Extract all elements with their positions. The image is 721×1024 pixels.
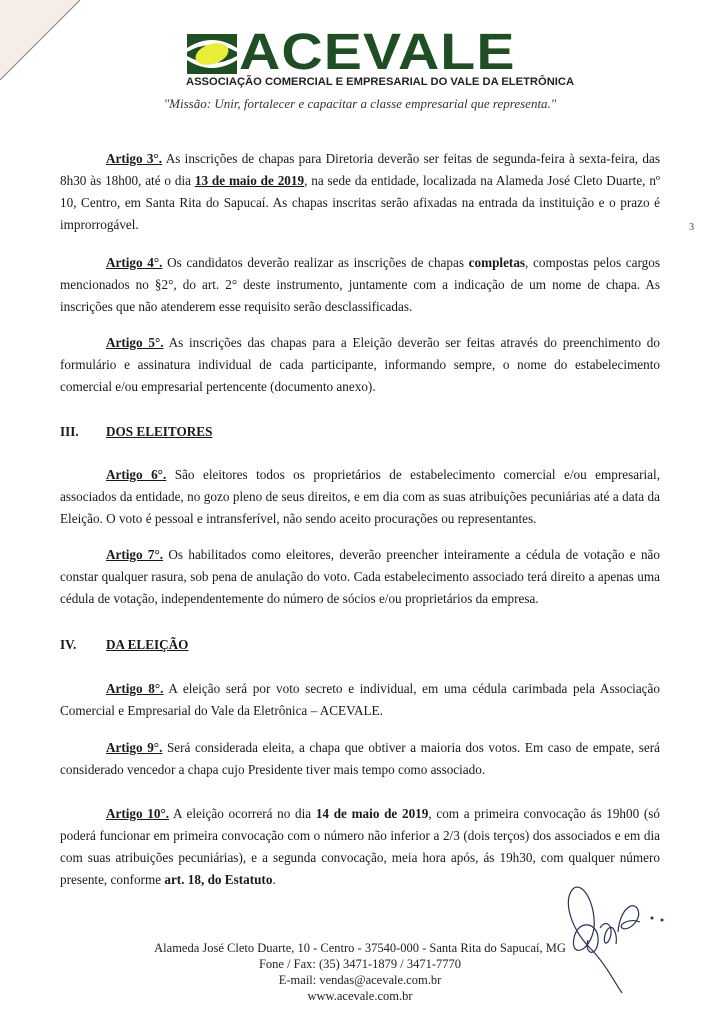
article-label: Artigo 8°. [106,681,164,696]
article-text: São eleitores todos os proprietários de estabelecimento comercial e/ou empresarial, associados da entidade, no gozo pleno de seus direitos, e em dia com as suas atribuições pecuniárias até a data da Eleição. O voto é pessoal e intransferível, não sendo aceito procurações ou representantes. [60,467,660,526]
bold-term: completas [468,255,526,270]
page-number: 3 [689,222,694,233]
section-heading-iii [60,424,212,440]
article-text: As inscrições de chapas para Diretoria deverão ser feitas de segunda-feira à sexta-feira, das 8h30 às 18h00, até o dia [60,151,660,188]
article-text: , com a primeira convocação ás 19h00 (só poderá funcionar em primeira convocação com o número não inferior a 2/3 (dois terços) dos associados e em dia com suas atribuições pecuniárias), e a segunda convocação, meia hora após, ás 19h30, com qualquer número presente, conforme [60,806,660,887]
article-7 [60,544,660,610]
section-heading-iv [60,637,188,653]
article-6 [60,464,660,530]
article-label: Artigo 9°. [106,740,163,755]
article-9 [60,737,660,781]
article-text: A eleição ocorrerá no dia [169,806,316,821]
footer-contact [120,940,600,1004]
registration-deadline: 13 de maio de 2019 [194,173,305,188]
logo [187,23,539,80]
article-label: Artigo 5°. [106,335,164,350]
election-date: 14 de maio de 2019 [315,806,429,821]
section-title: DOS ELEITORES [106,424,213,439]
article-text: As inscrições das chapas para a Eleição deverão ser feitas através do preenchimento do formulário e assinatura individual de cada participante, informando sempre, o nome do estabelecimento comercial e/ou empresarial pertencente (documento anexo). [60,335,660,394]
footer-website: www.acevale.com.br [307,989,413,1003]
article-text: . [272,872,276,887]
article-text: , na sede da entidade, localizada na Alameda José Cleto Duarte, nº 10, Centro, em Santa Rita do Sapucaí. As chapas inscritas serão afixadas na entrada da instituição e o prazo é improrrogável. [60,173,661,232]
article-label: Artigo 3°. [106,151,163,166]
handwritten-signature [560,878,680,998]
article-text: Os candidatos deverão realizar as inscrições de chapas [162,255,469,270]
article-label: Artigo 6°. [106,467,167,482]
section-title: DA ELEIÇÃO [106,637,189,652]
footer-address: Alameda José Cleto Duarte, 10 - Centro - 37540-000 - Santa Rita do Sapucaí, MG [154,941,566,955]
article-text: , compostas pelos cargos mencionados no §2°, do art. 2° deste instrumento, juntamente com a indicação de um nome de chapa. As inscrições que não atenderem esse requisito serão desclassificadas. [60,255,660,314]
article-4 [60,252,660,318]
footer-phone: Fone / Fax: (35) 3471-1879 / 3471-7770 [258,957,462,971]
mission-statement: "Missão: Unir, fortalecer e capacitar a classe empresarial que representa." [163,96,557,111]
article-3 [60,148,660,236]
article-8 [60,678,660,722]
article-text: A eleição será por voto secreto e individual, em uma cédula carimbada pela Associação Comercial e Empresarial do Vale da Eletrônica – ACEVALE. [60,681,660,718]
article-label: Artigo 7°. [106,547,164,562]
section-number: IV. [60,637,77,652]
article-label: Artigo 10°. [106,806,170,821]
organization-name: ASSOCIAÇÃO COMERCIAL E EMPRESARIAL DO VALE DA ELETRÔNICA [186,76,575,88]
logo-wordmark: ACEVALE [239,23,516,80]
article-text: Os habilitados como eleitores, deverão preencher inteiramente a cédula de votação e não constar qualquer rasura, sob pena de anulação do voto. Cada estabelecimento associado terá direito a apenas uma cédula de votação, independentemente do número de sócios e/ou proprietários da empresa. [60,547,660,606]
article-text: Será considerada eleita, a chapa que obtiver a maioria dos votos. Em caso de empate, será considerado vencedor a chapa cujo Presidente tiver mais tempo como associado. [60,740,660,777]
section-number: III. [60,424,79,439]
acevale-logo-icon [187,34,237,74]
statute-reference: art. 18, do Estatuto [164,872,273,887]
page-fold-corner [0,0,80,80]
article-label: Artigo 4°. [106,255,163,270]
article-5 [60,332,660,398]
footer-email: E-mail: vendas@acevale.com.br [278,973,442,987]
